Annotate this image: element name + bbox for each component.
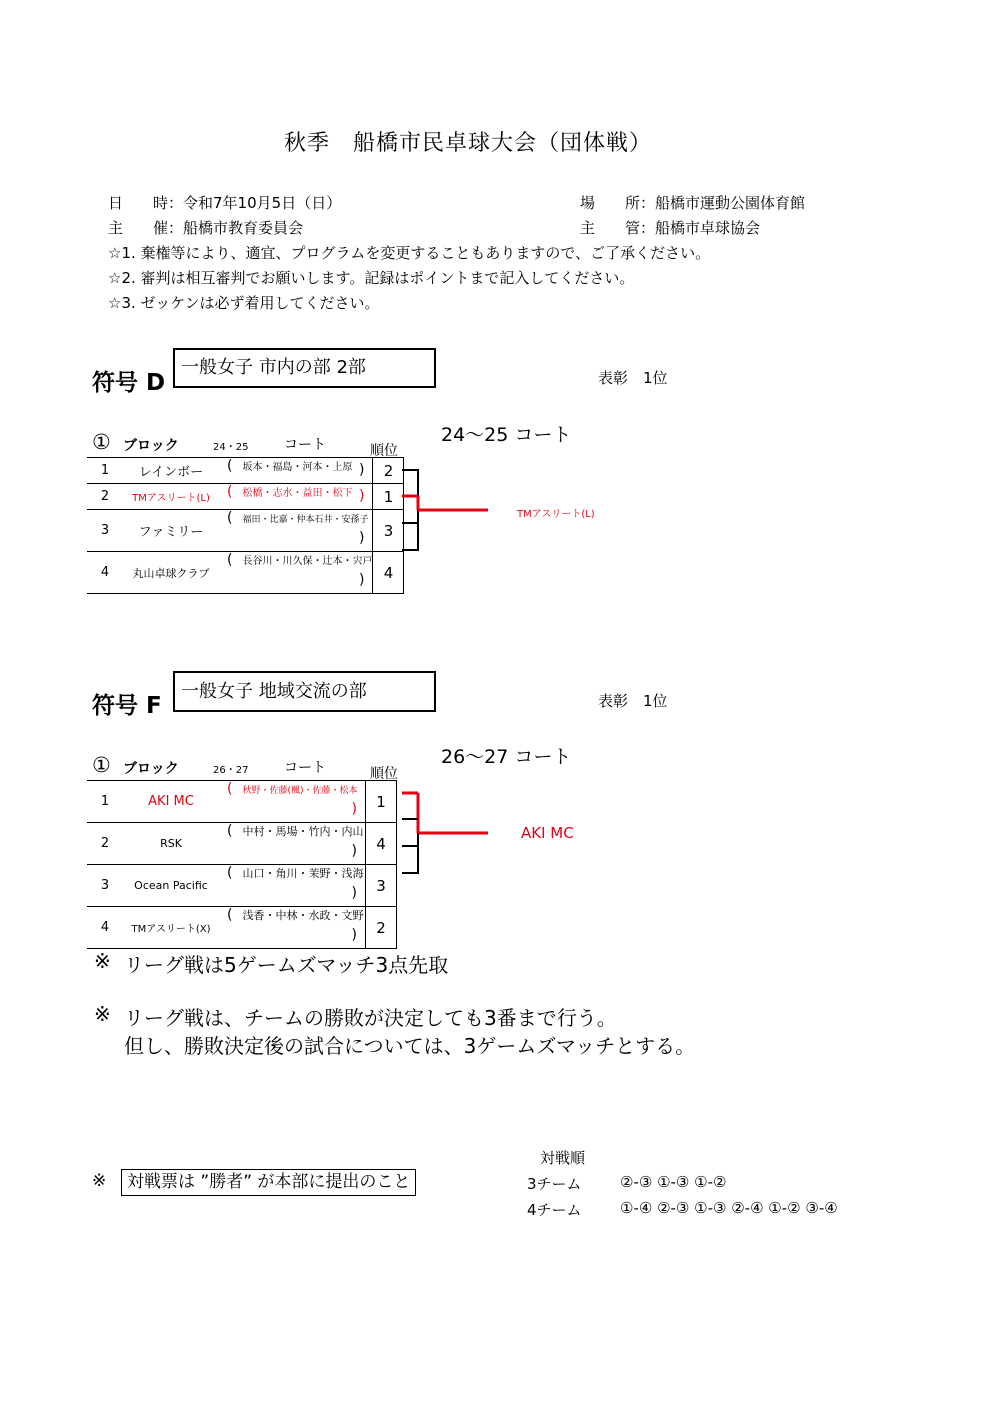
team-members: ( 中村・馬場・竹内・内山 ) (219, 823, 366, 865)
table-row (87, 781, 397, 823)
bracket-d (398, 460, 508, 560)
award-d: 表彰 1位 (598, 369, 668, 387)
date-row (108, 192, 341, 213)
team-name: TMアスリート(L) (123, 484, 219, 510)
rule-2-line-1: リーグ戦は、チームの勝敗が決定しても3番まで行う。 (124, 1006, 617, 1030)
team-no: 2 (87, 823, 123, 865)
section-code-f: 符号 F (92, 693, 162, 719)
team-members: ( 山口・角川・茉野・浅海 ) (219, 865, 366, 907)
submit-note-box: 対戦票は ”勝者” が本部に提出のこと (121, 1169, 416, 1196)
block-number-d: ① (92, 430, 111, 454)
note-2: ☆2. 審判は相互審判でお願いします。記録はポイントまで記入してください。 (108, 269, 635, 287)
rank-header-d: 順位 (370, 443, 398, 459)
table-row (87, 458, 404, 484)
table-row (87, 484, 404, 510)
footer-mark: ※ (92, 1171, 107, 1191)
order-title: 対戦順 (540, 1149, 586, 1167)
team-no: 1 (87, 458, 123, 484)
table-row (87, 552, 404, 594)
category-box-f: 一般女子 地域交流の部 (173, 671, 436, 712)
team-members: ( 浅香・中林・水政・文野 ) (219, 907, 366, 949)
organizer-row (580, 217, 760, 238)
team-no: 2 (87, 484, 123, 510)
rule-mark-2: ※ (94, 1002, 111, 1026)
block-label-d: ブロック (123, 438, 179, 454)
rule-2-line-2: 但し、勝敗決定後の試合については、3ゲームズマッチとする。 (124, 1034, 696, 1058)
rule-1: リーグ戦は5ゲームズマッチ3点先取 (124, 953, 449, 977)
team-members: ( 秋野・佐藤(楓)・佐藤・松本 ) (219, 781, 366, 823)
team-name: 丸山卓球クラブ (123, 552, 219, 594)
team-members: ( 福田・比嘉・仲本石井・安孫子 ) (219, 510, 373, 552)
team-rank: 2 (373, 458, 404, 484)
bracket-f (398, 783, 508, 883)
date-label: 日 時： (108, 194, 184, 212)
team-no: 4 (87, 552, 123, 594)
three-team-order: ②-③ ①-③ ①-② (620, 1173, 727, 1191)
court-header-d: コート (284, 437, 326, 453)
table-row (87, 907, 397, 949)
block-number-f: ① (92, 753, 111, 777)
host-value: 船橋市教育委員会 (183, 219, 304, 237)
court-label-d: 24～25 コート (441, 424, 572, 446)
winner-d: TMアスリート(L) (517, 509, 595, 520)
court-label-f: 26～27 コート (441, 746, 572, 768)
team-name: RSK (123, 823, 219, 865)
team-name: Ocean Pacific (123, 865, 219, 907)
league-table-f (87, 780, 397, 949)
team-rank: 4 (373, 552, 404, 594)
place-label: 場 所： (580, 194, 656, 212)
team-name: AKI MC (123, 781, 219, 823)
court-header-f: コート (284, 760, 326, 776)
team-rank: 4 (366, 823, 397, 865)
bracket-lines (402, 470, 418, 550)
team-no: 4 (87, 907, 123, 949)
team-no: 1 (87, 781, 123, 823)
team-rank: 1 (366, 781, 397, 823)
team-members: ( 坂本・福島・河本・上原 ) (219, 458, 373, 484)
page-title: 秋季 船橋市民卓球大会（団体戦） (283, 131, 652, 156)
organizer-label: 主 管： (580, 219, 656, 237)
four-team-label: 4チーム (527, 1201, 582, 1219)
table-row (87, 510, 404, 552)
award-f: 表彰 1位 (598, 692, 668, 710)
team-rank: 3 (373, 510, 404, 552)
category-box-d: 一般女子 市内の部 2部 (173, 348, 436, 388)
team-name: ファミリー (123, 510, 219, 552)
bracket-lines (402, 833, 418, 873)
table-row (87, 865, 397, 907)
team-rank: 2 (366, 907, 397, 949)
rank-header-f: 順位 (370, 766, 398, 782)
team-name: TMアスリート(X) (123, 907, 219, 949)
team-no: 3 (87, 865, 123, 907)
block-label-f: ブロック (123, 761, 179, 777)
place-row (580, 192, 805, 213)
team-rank: 3 (366, 865, 397, 907)
section-code-d: 符号 D (92, 370, 166, 396)
block-courts-f: 26・27 (213, 765, 249, 776)
rule-mark-1: ※ (94, 949, 111, 973)
team-name: レインボー (123, 458, 219, 484)
three-team-label: 3チーム (527, 1175, 582, 1193)
four-team-order: ①-④ ②-③ ①-③ ②-④ ①-② ③-④ (620, 1199, 838, 1217)
team-rank: 1 (373, 484, 404, 510)
team-members: ( 松橋・志水・益田・松下 ) (219, 484, 373, 510)
league-table-d (87, 457, 404, 594)
organizer-value: 船橋市卓球協会 (655, 219, 761, 237)
winner-f: AKI MC (521, 824, 574, 842)
host-row (108, 217, 303, 238)
block-courts-d: 24・25 (213, 442, 249, 453)
note-3: ☆3. ゼッケンは必ず着用してください。 (108, 294, 380, 312)
team-members: ( 長谷川・川久保・辻本・宍戸 ) (219, 552, 373, 594)
host-label: 主 催： (108, 219, 184, 237)
table-row (87, 823, 397, 865)
team-no: 3 (87, 510, 123, 552)
date-value: 令和7年10月5日（日） (183, 194, 342, 212)
note-1: ☆1. 棄権等により、適宜、プログラムを変更することもありますので、ご了承ください。 (108, 244, 711, 262)
place-value: 船橋市運動公園体育館 (655, 194, 806, 212)
